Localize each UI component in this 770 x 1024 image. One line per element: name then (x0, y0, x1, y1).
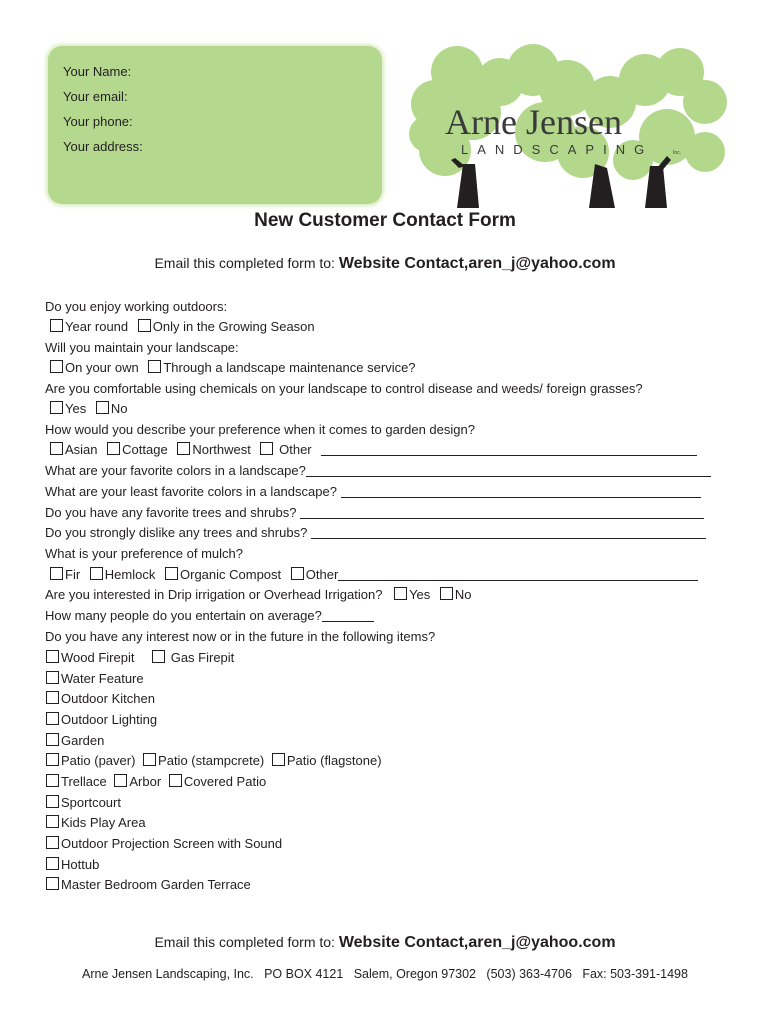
item-label: Outdoor Kitchen (61, 691, 155, 706)
item-label: Master Bedroom Garden Terrace (61, 877, 251, 892)
item-label: Sportcourt (61, 795, 121, 810)
checkbox[interactable] (90, 567, 103, 580)
option-year-round[interactable] (50, 319, 128, 334)
checkbox[interactable] (107, 442, 120, 455)
checkbox[interactable] (96, 401, 109, 414)
checkbox[interactable] (46, 671, 59, 684)
item-label: Outdoor Lighting (61, 712, 158, 727)
item-patio-stampcrete[interactable] (143, 753, 264, 768)
question-favorite-colors (45, 463, 711, 478)
favorite-trees-line[interactable] (300, 506, 704, 519)
option-growing-season[interactable] (138, 319, 315, 334)
mulch-options (50, 567, 698, 582)
design-options (50, 442, 697, 457)
email-prefix: Email this completed form to: (154, 255, 335, 271)
option-asian[interactable] (50, 442, 98, 457)
question-least-favorite-colors (45, 484, 701, 499)
item-label: Garden (61, 733, 105, 748)
question-label: Are you interested in Drip irrigation or Overhead Irrigation? (45, 587, 383, 602)
option-label: Year round (65, 319, 129, 334)
question-label: What are your favorite colors in a landscape? (45, 463, 306, 478)
item-kids-play-area[interactable] (46, 815, 146, 830)
option-label: Other (305, 567, 339, 582)
item-wood-firepit[interactable] (46, 650, 134, 665)
option-cottage[interactable] (107, 442, 168, 457)
option-other[interactable] (260, 442, 311, 457)
email-instruction-bottom (0, 934, 770, 952)
email-instruction-top (0, 255, 770, 273)
item-garden[interactable] (46, 733, 104, 748)
item-label: Hottub (61, 857, 100, 872)
option-fir[interactable] (50, 567, 80, 582)
item-row-firepit (46, 650, 240, 665)
footer-address: Arne Jensen Landscaping, Inc. PO BOX 4121 Salem, Oregon 97302 (503) 363-4706 Fax: 503-391-1498 (82, 967, 688, 981)
option-label: Fir (65, 567, 81, 582)
question-irrigation (45, 587, 478, 602)
company-logo (405, 42, 740, 214)
email-prefix: Email this completed form to: (154, 934, 335, 950)
checkbox[interactable] (46, 857, 59, 870)
item-patio-paver[interactable] (46, 753, 135, 768)
question-dislike-trees (45, 525, 706, 540)
item-water-feature[interactable] (46, 671, 144, 686)
email-target[interactable]: Website Contact,aren_j@yahoo.com (338, 255, 616, 272)
checkbox[interactable] (272, 753, 285, 766)
item-hottub[interactable] (46, 857, 99, 872)
option-label: Northwest (192, 442, 251, 457)
checkbox[interactable] (50, 567, 63, 580)
option-own[interactable] (50, 360, 139, 375)
item-label: Patio (paver) (61, 753, 136, 768)
item-label: Patio (flagstone) (286, 753, 382, 768)
option-label: Through a landscape maintenance service? (163, 360, 416, 375)
question-label: Do you have any favorite trees and shrubs? (45, 505, 297, 520)
checkbox[interactable] (46, 753, 59, 766)
checkbox[interactable] (50, 360, 63, 373)
item-covered-patio[interactable] (169, 774, 266, 789)
item-label: Gas Firepit (170, 650, 235, 665)
item-label: Patio (stampcrete) (158, 753, 265, 768)
item-sportcourt[interactable] (46, 795, 121, 810)
dislike-trees-line[interactable] (311, 526, 706, 539)
question-maintain: Will you maintain your landscape: (45, 340, 239, 355)
checkbox[interactable] (50, 401, 63, 414)
checkbox[interactable] (46, 650, 59, 663)
checkbox[interactable] (46, 774, 59, 787)
option-label: No (454, 587, 472, 602)
checkbox[interactable] (177, 442, 190, 455)
checkbox[interactable] (165, 567, 178, 580)
item-trellace[interactable] (46, 774, 107, 789)
contact-info-box (48, 46, 382, 204)
option-service[interactable] (148, 360, 415, 375)
checkbox[interactable] (394, 587, 407, 600)
checkbox[interactable] (138, 319, 151, 332)
question-label: Do you strongly dislike any trees and shrubs? (45, 525, 308, 540)
item-outdoor-kitchen[interactable] (46, 691, 155, 706)
checkbox[interactable] (46, 836, 59, 849)
form-title: New Customer Contact Form (254, 210, 516, 231)
item-label: Outdoor Projection Screen with Sound (61, 836, 283, 851)
other-mulch-line[interactable] (338, 568, 698, 581)
checkbox[interactable] (46, 733, 59, 746)
item-outdoor-lighting[interactable] (46, 712, 157, 727)
question-mulch: What is your preference of mulch? (45, 546, 243, 561)
option-northwest[interactable] (177, 442, 251, 457)
item-label: Trellace (61, 774, 107, 789)
checkbox[interactable] (46, 691, 59, 704)
option-label: Hemlock (104, 567, 156, 582)
phone-field[interactable]: Your phone: (63, 114, 133, 129)
option-label: Organic Compost (180, 567, 282, 582)
question-outdoors: Do you enjoy working outdoors: (45, 299, 228, 314)
option-irrigation-yes[interactable] (394, 587, 430, 602)
item-gas-firepit[interactable] (152, 650, 234, 665)
item-master-bedroom-terrace[interactable] (46, 877, 251, 892)
item-label: Kids Play Area (61, 815, 146, 830)
option-label: Asian (65, 442, 98, 457)
option-label: On your own (65, 360, 139, 375)
logo-suffix: Inc. (673, 150, 682, 156)
item-label: Wood Firepit (61, 650, 135, 665)
email-target[interactable]: Website Contact,aren_j@yahoo.com (338, 934, 616, 951)
checkbox[interactable] (46, 712, 59, 725)
checkbox[interactable] (46, 795, 59, 808)
option-no[interactable] (96, 401, 128, 416)
checkbox[interactable] (440, 587, 453, 600)
item-row-trellace (46, 774, 272, 789)
item-row-patio (46, 753, 388, 768)
checkbox[interactable] (291, 567, 304, 580)
checkbox[interactable] (50, 319, 63, 332)
favorite-colors-line[interactable] (306, 464, 711, 477)
logo-company-name: Arne Jensen (445, 102, 622, 142)
item-label: Arbor (129, 774, 162, 789)
name-field[interactable]: Your Name: (63, 64, 132, 79)
item-patio-flagstone[interactable] (272, 753, 382, 768)
checkbox[interactable] (50, 442, 63, 455)
item-label: Water Feature (61, 671, 144, 686)
checkbox[interactable] (152, 650, 165, 663)
least-favorite-colors-line[interactable] (341, 485, 701, 498)
item-label: Covered Patio (183, 774, 267, 789)
question-favorite-trees (45, 505, 704, 520)
option-irrigation-no[interactable] (440, 587, 472, 602)
option-label: Other (279, 442, 312, 457)
option-label: Cottage (122, 442, 168, 457)
option-hemlock[interactable] (90, 567, 156, 582)
item-projection-screen[interactable] (46, 836, 282, 851)
checkbox[interactable] (169, 774, 182, 787)
entertain-line[interactable] (322, 609, 374, 622)
outdoors-options (50, 319, 321, 334)
question-chemicals: Are you comfortable using chemicals on your landscape to control disease and weeds/ foreign grasses? (45, 381, 643, 396)
chemicals-options (50, 401, 133, 416)
option-label: Yes (65, 401, 87, 416)
question-entertain (45, 608, 374, 623)
checkbox[interactable] (143, 753, 156, 766)
option-label: No (110, 401, 128, 416)
question-interest-items: Do you have any interest now or in the future in the following items? (45, 629, 436, 644)
logo-subtitle: LANDSCAPING (461, 142, 654, 157)
checkbox[interactable] (114, 774, 127, 787)
checkbox[interactable] (46, 815, 59, 828)
option-yes[interactable] (50, 401, 86, 416)
question-label: How many people do you entertain on average? (45, 608, 322, 623)
option-other-mulch[interactable] (291, 567, 339, 582)
email-field[interactable]: Your email: (63, 89, 128, 104)
checkbox[interactable] (46, 877, 59, 890)
question-garden-design: How would you describe your preference when it comes to garden design? (45, 422, 475, 437)
item-arbor[interactable] (114, 774, 161, 789)
option-label: Only in the Growing Season (152, 319, 315, 334)
option-compost[interactable] (165, 567, 281, 582)
checkbox[interactable] (148, 360, 161, 373)
address-field[interactable]: Your address: (63, 139, 143, 154)
checkbox[interactable] (260, 442, 273, 455)
maintain-options (50, 360, 422, 375)
question-label: What are your least favorite colors in a landscape? (45, 484, 337, 499)
other-design-line[interactable] (321, 443, 697, 456)
option-label: Yes (409, 587, 431, 602)
